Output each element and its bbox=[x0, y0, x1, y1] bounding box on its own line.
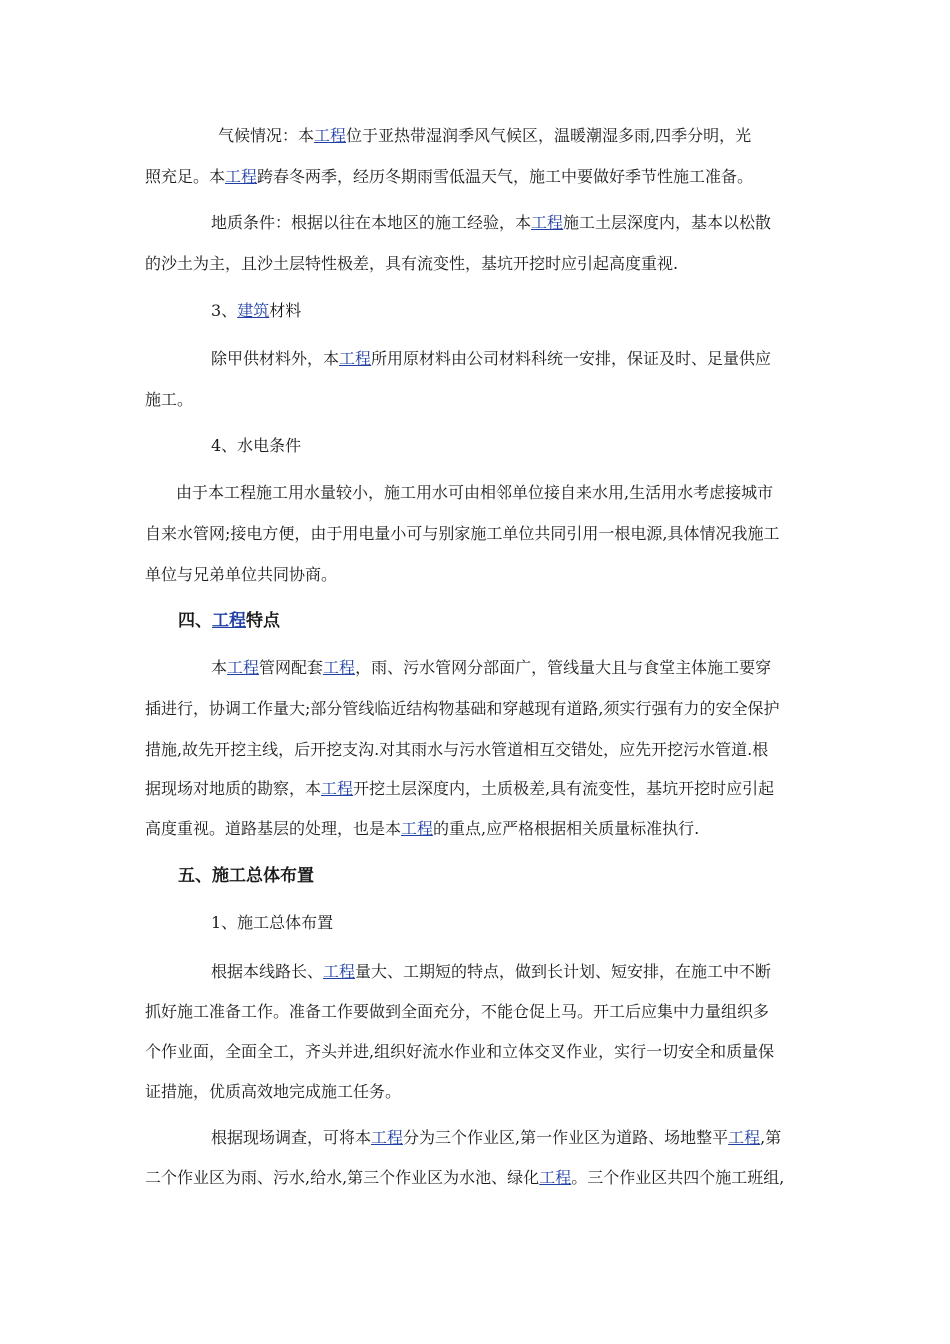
section-5-p1-line-4: 证措施，优质高效地完成施工任务。 bbox=[145, 1082, 402, 1101]
utilities-heading: 4、水电条件 bbox=[211, 436, 302, 455]
materials-line-2: 施工。 bbox=[145, 390, 194, 409]
section-4-line-1 bbox=[211, 656, 771, 680]
text: ,第 bbox=[760, 1128, 782, 1147]
project-link[interactable]: 工程 bbox=[339, 349, 372, 368]
project-link[interactable]: 工程 bbox=[225, 167, 258, 186]
section-5-p2-line-2 bbox=[145, 1166, 784, 1190]
text: 根据现场调查，可将本 bbox=[211, 1128, 372, 1147]
text: 高度重视。道路基层的处理，也是本 bbox=[145, 819, 402, 838]
text: 据现场对地质的勘察，本 bbox=[145, 779, 322, 798]
text: 施工土层深度内，基本以松散 bbox=[563, 213, 772, 232]
climate-line-2 bbox=[145, 165, 753, 189]
section-4-line-5 bbox=[145, 817, 699, 841]
project-link[interactable]: 工程 bbox=[728, 1128, 761, 1147]
utilities-line-2: 自来水管网;接电方便，由于用电量小可与别家施工单位共同引用一根电源,具体情况我施工 bbox=[145, 524, 780, 543]
text: 开挖土层深度内，土质极差,具有流变性，基坑开挖时应引起 bbox=[353, 779, 775, 798]
project-link[interactable]: 工程 bbox=[314, 126, 347, 145]
section-5-p2-line-1 bbox=[211, 1126, 781, 1150]
text: 除甲供材料外，本 bbox=[211, 349, 340, 368]
text: 根据本线路长、 bbox=[211, 962, 324, 981]
section-5-subheading: 1、施工总体布置 bbox=[211, 913, 334, 932]
project-link[interactable]: 工程 bbox=[321, 779, 354, 798]
text: 分为三个作业区,第一作业区为道路、场地整平 bbox=[403, 1128, 729, 1147]
climate-line-1 bbox=[218, 124, 751, 148]
text: 跨春冬两季，经历冬期雨雪低温天气，施工中要做好季节性施工准备。 bbox=[257, 167, 754, 186]
project-link[interactable]: 工程 bbox=[371, 1128, 404, 1147]
text: 地质条件：根据以往在本地区的施工经验，本 bbox=[211, 213, 532, 232]
text: ，雨、污水管网分部面广，管线量大且与食堂主体施工要穿 bbox=[355, 658, 772, 677]
text: 所用原材料由公司材料科统一安排，保证及时、足量供应 bbox=[371, 349, 772, 368]
section-5-p1-line-2: 抓好施工准备工作。准备工作要做到全面充分，不能仓促上马。开工后应集中力量组织多 bbox=[145, 1002, 770, 1021]
section-4-line-4 bbox=[145, 777, 774, 801]
project-link[interactable]: 工程 bbox=[323, 962, 356, 981]
building-link[interactable]: 建筑 bbox=[237, 301, 270, 320]
text: 。三个作业区共四个施工班组, bbox=[571, 1168, 785, 1187]
section-4-heading bbox=[178, 609, 280, 633]
section-4-line-3: 措施,故先开挖主线，后开挖支沟.对其雨水与污水管道相互交错处，应先开挖污水管道.根 bbox=[145, 740, 769, 759]
utilities-line-1: 由于本工程施工用水量较小，施工用水可由相邻单位接自来水用,生活用水考虑接城市 bbox=[176, 483, 774, 502]
materials-heading bbox=[211, 299, 301, 323]
text: 照充足。本 bbox=[145, 167, 226, 186]
section-5-heading: 五、施工总体布置 bbox=[178, 866, 314, 886]
text: 二个作业区为雨、污水,给水,第三个作业区为水池、绿化 bbox=[145, 1168, 540, 1187]
geology-line-1 bbox=[211, 211, 771, 235]
section-5-p1-line-3: 个作业面，全面全工，齐头并进,组织好流水作业和立体交叉作业，实行一切安全和质量保 bbox=[145, 1042, 775, 1061]
project-link[interactable]: 工程 bbox=[227, 658, 260, 677]
text: 管网配套 bbox=[259, 658, 324, 677]
project-link[interactable]: 工程 bbox=[531, 213, 564, 232]
text: 四、 bbox=[178, 611, 212, 631]
materials-line-1 bbox=[211, 347, 771, 371]
text: 材料 bbox=[269, 301, 302, 320]
project-link[interactable]: 工程 bbox=[539, 1168, 572, 1187]
geology-line-2: 的沙土为主，且沙土层特性极差，具有流变性，基坑开挖时应引起高度重视. bbox=[145, 254, 679, 273]
section-5-p1-line-1 bbox=[211, 960, 771, 984]
text: 3、 bbox=[211, 301, 238, 320]
project-link[interactable]: 工程 bbox=[323, 658, 356, 677]
text: 气候情况：本 bbox=[218, 126, 315, 145]
text: 量大、工期短的特点，做到长计划、短安排，在施工中不断 bbox=[355, 962, 772, 981]
text: 特点 bbox=[246, 611, 280, 631]
text: 位于亚热带湿润季风气候区，温暖潮湿多雨,四季分明，光 bbox=[346, 126, 752, 145]
section-4-line-2: 插进行，协调工作量大;部分管线临近结构物基础和穿越现有道路,须实行强有力的安全保护 bbox=[145, 699, 780, 718]
utilities-line-3: 单位与兄弟单位共同协商。 bbox=[145, 565, 338, 584]
project-link[interactable]: 工程 bbox=[401, 819, 434, 838]
text: 的重点,应严格根据相关质量标准执行. bbox=[433, 819, 700, 838]
text: 本 bbox=[211, 658, 228, 677]
project-link[interactable]: 工程 bbox=[212, 611, 246, 631]
